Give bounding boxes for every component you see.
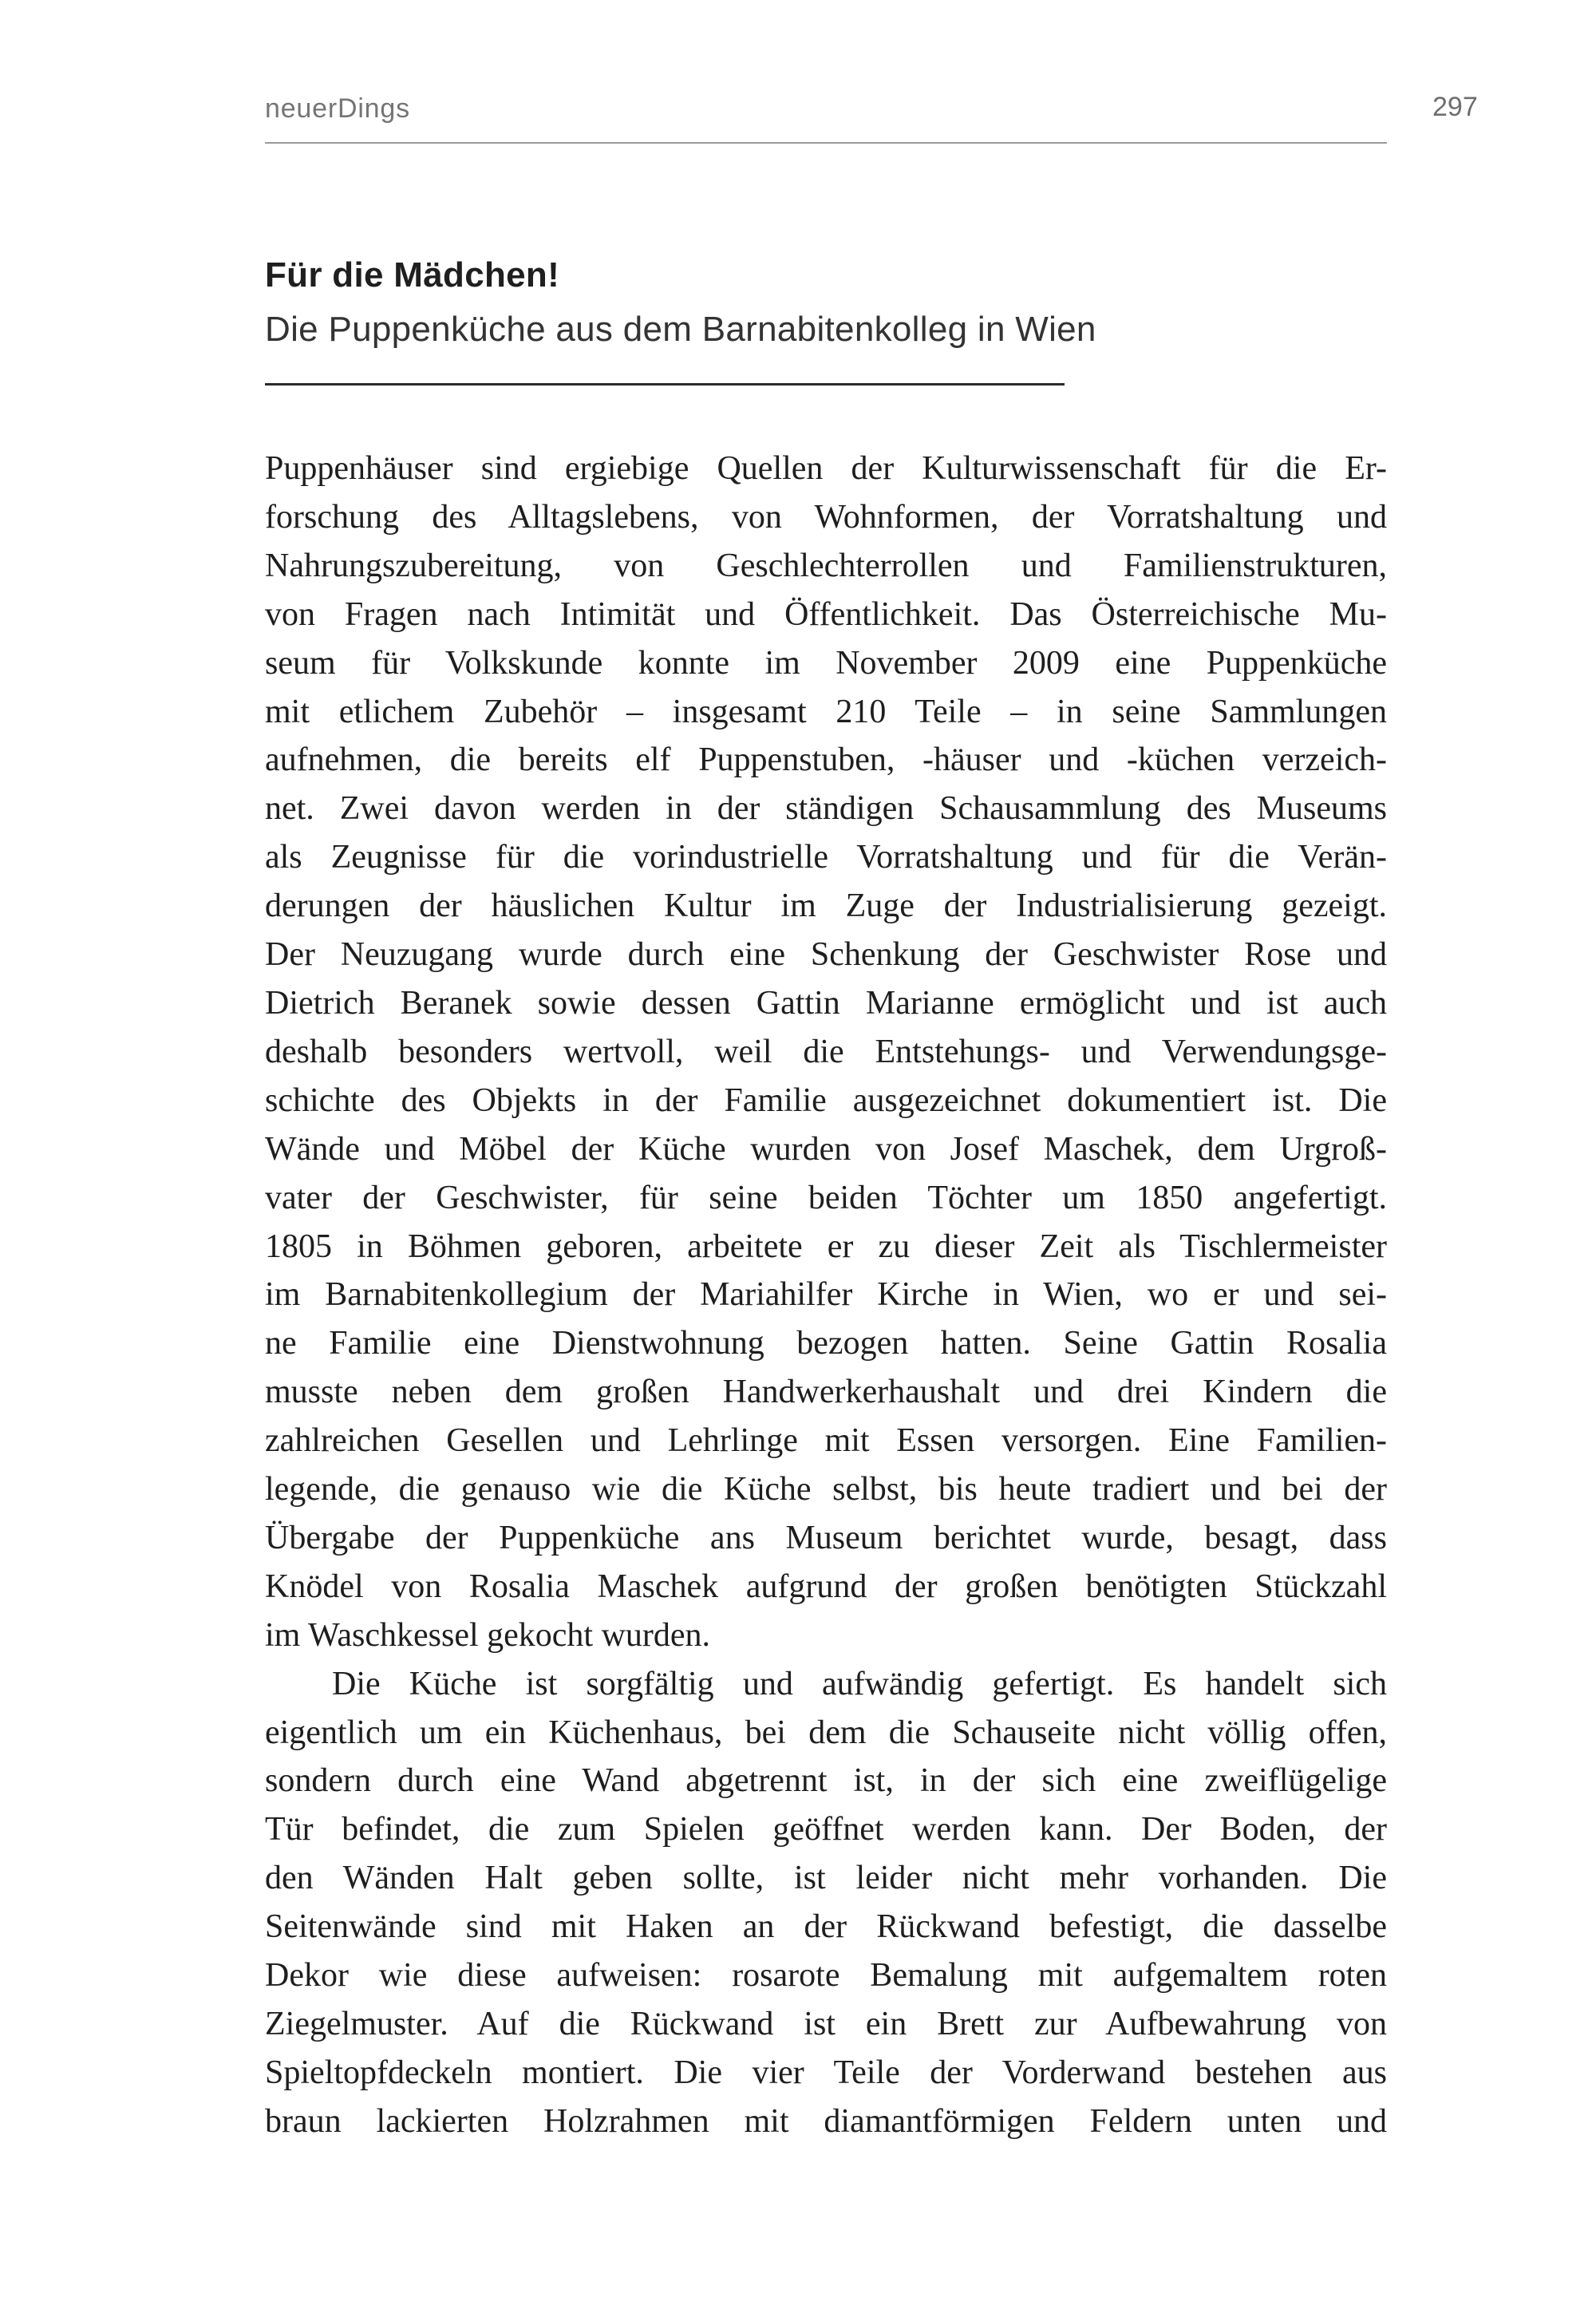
body-line: sondern durch eine Wand abgetrennt ist, in der sich eine zweiflügelige	[265, 1762, 1387, 1800]
body-line: Die Küche ist sorgfältig und aufwändig gefertigt. Es handelt sich	[332, 1665, 1387, 1702]
body-line: net. Zwei davon werden in der ständigen Schausammlung des Museums	[265, 790, 1387, 828]
body-line: seum für Volkskunde konnte im November 2009 eine Puppenküche	[265, 644, 1387, 682]
body-line: legende, die genauso wie die Küche selbst, bis heute tradiert und bei der	[265, 1471, 1387, 1508]
body-line: Der Neuzugang wurde durch eine Schenkung der Geschwister Rose und	[265, 936, 1387, 974]
body-line: mit etlichem Zubehör – insgesamt 210 Teile – in seine Sammlungen	[265, 693, 1387, 730]
body-line: Seitenwände sind mit Haken an der Rückwand befestigt, die dasselbe	[265, 1908, 1387, 1946]
body-line: den Wänden Halt geben sollte, ist leider nicht mehr vorhanden. Die	[265, 1860, 1387, 1897]
body-line: 1805 in Böhmen geboren, arbeitete er zu dieser Zeit als Tischlermeister	[265, 1228, 1387, 1265]
body-line: aufnehmen, die bereits elf Puppenstuben, -häuser und -küchen verzeich-	[265, 741, 1387, 779]
body-line: braun lackierten Holzrahmen mit diamantförmigen Feldern unten und	[265, 2102, 1387, 2140]
body-line: Knödel von Rosalia Maschek aufgrund der großen benötigten Stückzahl	[265, 1568, 1387, 1605]
body-line: Spieltopfdeckeln montiert. Die vier Teile der Vorderwand bestehen aus	[265, 2054, 1387, 2091]
article-body	[265, 445, 1387, 2146]
body-line: Tür befindet, die zum Spielen geöffnet werden kann. Der Boden, der	[265, 1811, 1387, 1848]
header-rule	[265, 142, 1387, 144]
title-rule	[265, 383, 1065, 385]
body-line: Dietrich Beranek sowie dessen Gattin Marianne ermöglicht und ist auch	[265, 984, 1387, 1022]
body-line: Ziegelmuster. Auf die Rückwand ist ein Brett zur Aufbewahrung von	[265, 2006, 1387, 2042]
body-line: Puppenhäuser sind ergiebige Quellen der Kulturwissenschaft für die Er-	[265, 450, 1387, 487]
body-line: Dekor wie diese aufweisen: rosarote Bemalung mit aufgemaltem roten	[265, 1957, 1387, 1995]
body-line: derungen der häuslichen Kultur im Zuge der Industrialisierung gezeigt.	[265, 888, 1387, 925]
body-line: von Fragen nach Intimität und Öffentlichkeit. Das Österreichische Mu-	[265, 595, 1387, 633]
body-line: forschung des Alltagslebens, von Wohnformen, der Vorratshaltung und	[265, 498, 1387, 536]
body-line: eigentlich um ein Küchenhaus, bei dem die Schauseite nicht völlig offen,	[265, 1714, 1387, 1751]
body-line: als Zeugnisse für die vorindustrielle Vorratshaltung und für die Verän-	[265, 839, 1387, 876]
page-number: 297	[1432, 92, 1478, 122]
body-line: Nahrungszubereitung, von Geschlechterrollen und Familienstrukturen,	[265, 547, 1387, 584]
body-line: vater der Geschwister, für seine beiden Töchter um 1850 angefertigt.	[265, 1179, 1387, 1216]
body-line: Wände und Möbel der Küche wurden von Josef Maschek, dem Urgroß-	[265, 1130, 1387, 1168]
body-line: im Barnabitenkollegium der Mariahilfer Kirche in Wien, wo er und sei-	[265, 1276, 1387, 1314]
body-line: musste neben dem großen Handwerkerhaushalt und drei Kindern die	[265, 1374, 1387, 1411]
body-line: Übergabe der Puppenküche ans Museum berichtet wurde, besagt, dass	[265, 1519, 1387, 1556]
body-line: im Waschkessel gekocht wurden.	[265, 1616, 711, 1654]
running-header: neuerDings	[265, 93, 410, 124]
article-subtitle: Die Puppenküche aus dem Barnabitenkolleg in Wien	[265, 310, 1096, 349]
body-line: ne Familie eine Dienstwohnung bezogen hatten. Seine Gattin Rosalia	[265, 1325, 1387, 1362]
body-line: schichte des Objekts in der Familie ausgezeichnet dokumentiert ist. Die	[265, 1081, 1387, 1119]
body-line: deshalb besonders wertvoll, weil die Entstehungs- und Verwendungsge-	[265, 1033, 1387, 1070]
article-title: Für die Mädchen!	[265, 255, 560, 295]
body-line: zahlreichen Gesellen und Lehrlinge mit Essen versorgen. Eine Familien-	[265, 1422, 1387, 1460]
